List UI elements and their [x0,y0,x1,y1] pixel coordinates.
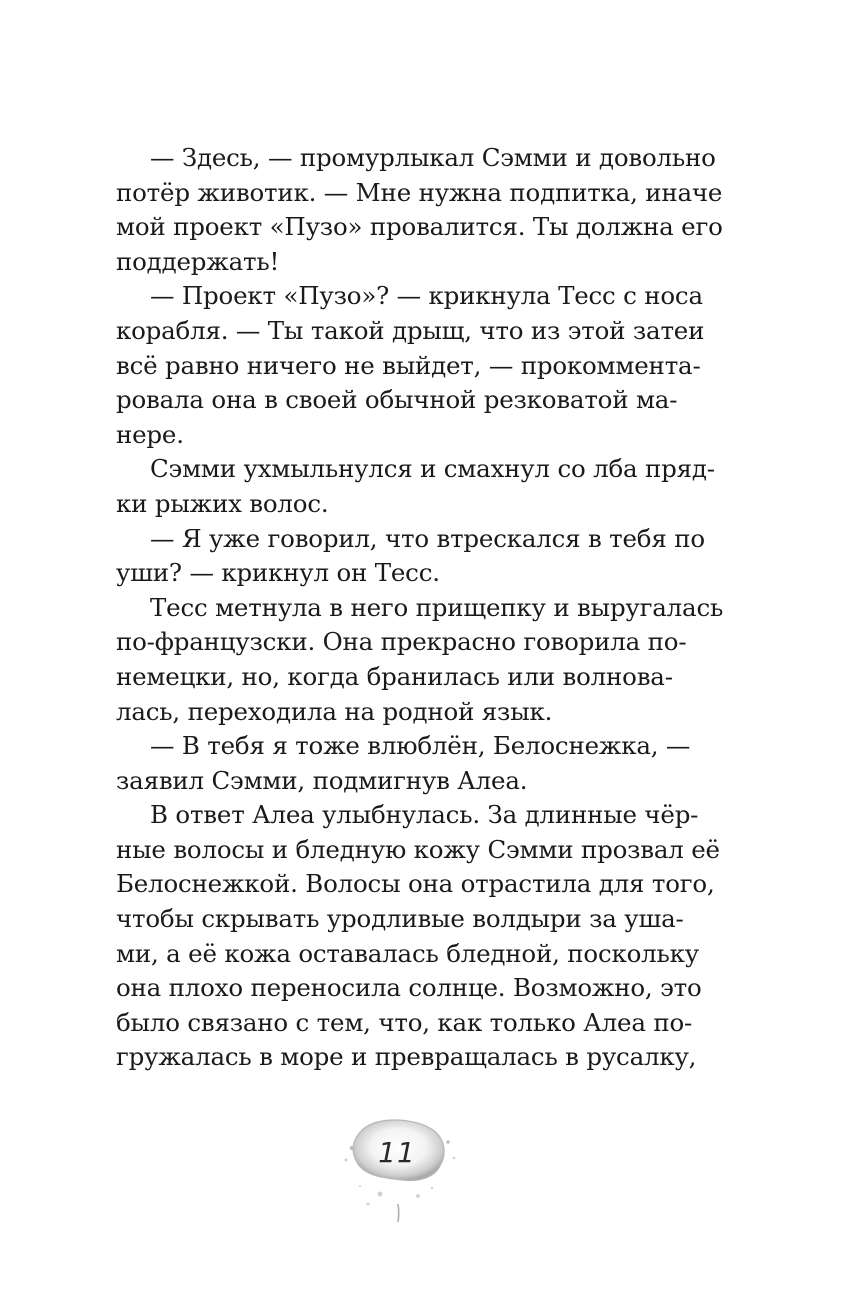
text-line: — В тебя я тоже влюблён, Белоснежка, — [150,731,691,761]
text-line: чтобы скрывать уродливые волдыри за уша- [116,904,684,934]
text-line: Белоснежкой. Волосы она отрастила для того, [116,869,715,899]
text-line: нере. [116,419,184,449]
text-line: — Здесь, — промурлыкал Сэмми и довольно [150,143,716,172]
text-line: гружалась в море и превращалась в русалку, [116,1042,697,1072]
page-number: 11 [378,1136,416,1169]
text-line: лась, переходила на родной язык. [116,696,553,726]
text-line: было связано с тем, что, как только Алеа по- [116,1007,693,1037]
text-line: поддержать! [116,246,280,276]
text-line: ные волосы и бледную кожу Сэмми прозвал её [116,834,720,864]
text-line: — Проект «Пузо»? — крикнула Тесс с носа [150,281,703,311]
text-line: потёр животик. — Мне нужна подпитка, иначе [116,177,723,207]
page-number-folio [322,1108,472,1228]
text-line: уши? — крикнул он Тесс. [116,558,440,588]
text-line: Тесс метнула в него прищепку и выругалась [150,592,724,622]
text-line: ми, а её кожа оставалась бледной, поскольку [116,938,699,968]
text-line: — Я уже говорил, что втрескался в тебя по [150,523,705,553]
text-line: она плохо переносила солнце. Возможно, это [116,973,702,1003]
text-line: всё равно ничего не выйдет, — прокоммента- [116,350,701,380]
text-line: заявил Сэмми, подмигнув Алеа. [116,765,528,795]
text-line: мой проект «Пузо» провалится. Ты должна его [116,212,723,242]
text-line: ровала она в своей обычной резковатой ма- [116,385,678,415]
text-line: ки рыжих волос. [116,488,329,518]
text-line: по-французски. Она прекрасно говорила по- [116,627,687,657]
text-line: корабля. — Ты такой дрыщ, что из этой затеи [116,315,705,345]
text-line: Сэмми ухмыльнулся и смахнул со лба пряд- [150,454,715,484]
text-line: немецки, но, когда бранилась или волнова- [116,661,673,691]
body-text [116,141,724,1075]
text-line: В ответ Алеа улыбнулась. За длинные чёр- [150,800,699,830]
